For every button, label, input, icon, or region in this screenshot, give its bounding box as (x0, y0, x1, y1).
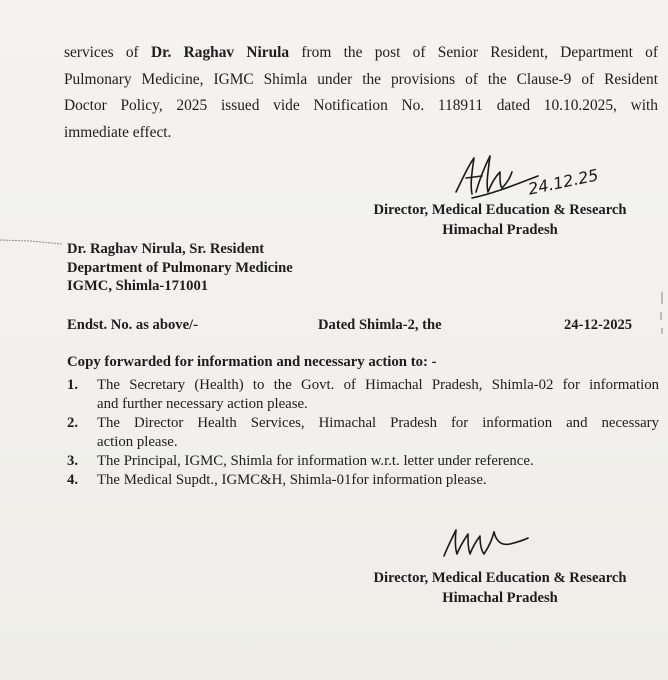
list-item: 2. The Director Health Services, Himachal Pradesh for information and necessary action please. (67, 415, 659, 450)
handwritten-signature-2 (440, 520, 530, 570)
copy-forwarded-title: Copy forwarded for information and necessary action to: - (67, 354, 437, 370)
scan-mark-right (656, 290, 668, 350)
signatory-state: Himachal Pradesh (442, 222, 558, 238)
signatory-title: Director, Medical Education & Research (373, 570, 627, 586)
endorsement-number: Endst. No. as above/- (67, 317, 198, 333)
order-paragraph (64, 40, 658, 146)
addressee-block (67, 240, 293, 296)
copy-forwarded-list (67, 376, 659, 490)
signatory-block-1 (346, 201, 654, 240)
list-item: 4. The Medical Supdt., IGMC&H, Shimla-01for information please. (67, 472, 487, 488)
addressee-department: Department of Pulmonary Medicine (67, 259, 293, 276)
endorsement-dated-label: Dated Shimla-2, the (318, 317, 442, 333)
addressee-address: IGMC, Shimla-171001 (67, 278, 209, 294)
paragraph-line-3: Doctor Policy, 2025 issued vide Notification No. 118911 dated 10.10.2025, with (64, 97, 658, 114)
signatory-state: Himachal Pradesh (442, 590, 558, 606)
paragraph-line-2: Pulmonary Medicine, IGMC Shimla under the provisions of the Clause-9 of Resident (64, 70, 658, 88)
addressee-name: Dr. Raghav Nirula, Sr. Resident (67, 241, 265, 257)
scan-mark (0, 232, 70, 252)
paragraph-line-4: immediate effect. (64, 123, 172, 141)
paragraph-line-1: services of Dr. Raghav Nirula from the post of Senior Resident, Department of (64, 44, 658, 61)
signature-date: 24.12.25 (526, 165, 601, 199)
list-item: 3. The Principal, IGMC, Shimla for information w.r.t. letter under reference. (67, 453, 534, 469)
endorsement-date: 24-12-2025 (564, 317, 633, 333)
list-item: 1. The Secretary (Health) to the Govt. of Himachal Pradesh, Shimla-02 for information and further necessary action please. (67, 377, 659, 412)
signatory-title: Director, Medical Education & Research (373, 202, 627, 218)
doctor-name: Dr. Raghav Nirula (150, 44, 290, 61)
signatory-block-2 (346, 569, 654, 608)
